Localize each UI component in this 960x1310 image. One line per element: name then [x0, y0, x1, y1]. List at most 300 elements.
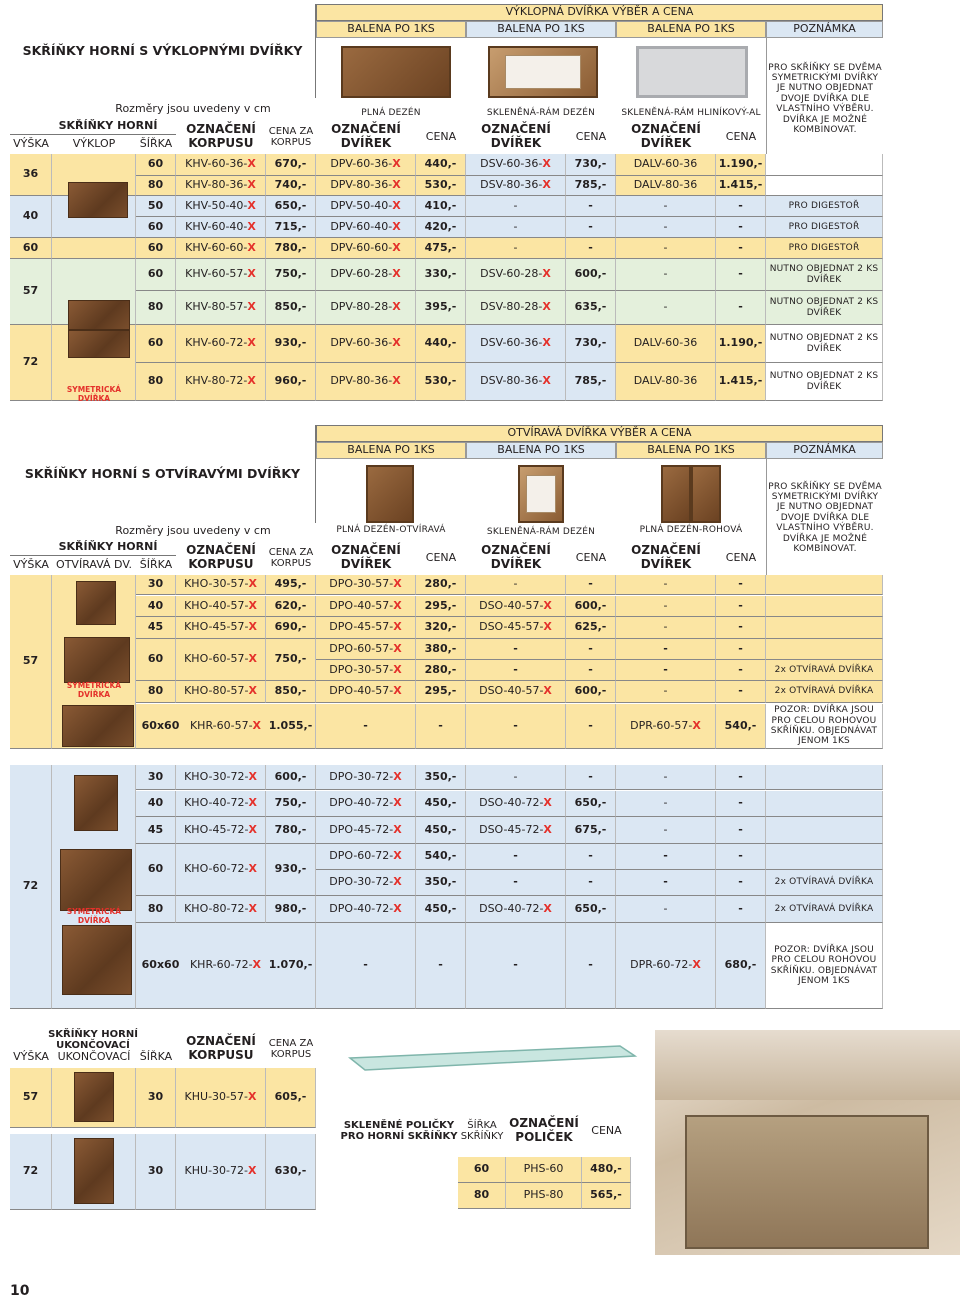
col-oznaceni-korpusu: OZNAČENÍ KORPUSU: [186, 543, 256, 571]
cell-cena-korpus-text: 780,-: [274, 240, 307, 254]
cell-vyska: [10, 765, 52, 1009]
cell-cena-text: 295,-: [424, 684, 457, 698]
cell-cena-text: 540,-: [724, 718, 757, 732]
cell-cena: [716, 596, 766, 617]
cell-cena: [416, 870, 466, 896]
cell-note-text: PRO DIGESTOŘ: [788, 200, 860, 211]
cell-dvirka-text: -: [663, 849, 668, 863]
cell-dvirka: [466, 363, 566, 401]
code-text: -: [663, 598, 668, 612]
cell-cena-korpus: [266, 217, 316, 238]
cell-cena-text: 600,-: [574, 267, 607, 281]
cell-dvirka: [616, 765, 716, 790]
cell-empty-text: -: [438, 718, 443, 732]
cell-sirka-text: 30: [147, 769, 164, 783]
cell-sirka: [136, 238, 176, 259]
cell-empty-text: -: [513, 718, 518, 732]
col-cena: CENA: [725, 129, 757, 143]
cell-dvirka: [466, 291, 566, 325]
x-mark: X: [393, 662, 402, 676]
code-text: DPO-30-57-: [329, 577, 394, 591]
cell-empty-text: -: [513, 958, 518, 972]
cell-note: [766, 196, 883, 217]
cell-cena-text: -: [588, 198, 593, 212]
cell-cena: [566, 617, 616, 639]
col-oznaceni-dvirek: OZNAČENÍ DVÍŘEK: [331, 543, 401, 571]
cell-cena-text: 530,-: [424, 178, 457, 192]
code-text: DPO-30-72-: [329, 769, 394, 783]
cell-note: [766, 291, 883, 325]
cell-sirka-text: 60: [147, 862, 164, 876]
cell-sirka-text: 60: [147, 336, 164, 350]
cell-dvirka: [616, 575, 716, 595]
col-vyklop: VÝKLOP: [72, 137, 116, 151]
cell-sirka-text: 80: [147, 901, 164, 915]
cell-empty-text: -: [588, 958, 593, 972]
symetricka-label: [52, 680, 136, 699]
code-text: -: [513, 240, 518, 254]
cell-cena-text: 1.190,-: [718, 336, 763, 350]
cell-note: [766, 617, 883, 639]
cell-cena: [566, 896, 616, 923]
cell-cena: [566, 791, 616, 817]
balena-label: BALENA PO 1KS: [647, 443, 735, 457]
cell-note: [766, 844, 883, 870]
cell-dvirka: [616, 196, 716, 217]
cell-cena: [416, 259, 466, 291]
cell-dvirka: [466, 196, 566, 217]
cell-dvirka: [316, 765, 416, 790]
cell-cena-text: -: [588, 875, 593, 889]
cell-cena: [716, 923, 766, 1009]
x-mark: X: [393, 822, 402, 836]
dims-note: Rozměry jsou uvedeny v cm: [115, 523, 271, 537]
code-text: DSO-40-72-: [479, 796, 544, 810]
code-text: KHV-60-72-: [185, 336, 248, 350]
cell-cena: [716, 363, 766, 401]
cell-vyska: [10, 1068, 52, 1128]
x-mark: X: [392, 198, 401, 212]
cell-sirka-text: 30: [147, 1090, 164, 1104]
cell-cena-text: 625,-: [574, 620, 607, 634]
cell-dvirka: [316, 291, 416, 325]
cell-dvirka-text: -: [513, 662, 518, 676]
cell-dvirka-text: -: [663, 662, 668, 676]
cell-note-text: 2x OTVÍRAVÁ DVÍŘKA: [774, 686, 874, 697]
x-mark: X: [248, 620, 257, 634]
cell-cena-korpus: [266, 176, 316, 196]
col-oznaceni-korpusu: OZNAČENÍ KORPUSU: [186, 122, 256, 150]
cell-dvirka-text: -: [663, 641, 668, 655]
cell-dvirka: [316, 596, 416, 617]
x-mark: X: [542, 157, 551, 171]
cell-dvirka: [616, 176, 716, 196]
section3-title: SKŘÍŇKY HORNÍ UKONČOVACÍ: [48, 1028, 138, 1051]
cell-sirka: [136, 923, 186, 1009]
x-mark: X: [248, 684, 257, 698]
col-sirka: ŠÍŘKA: [139, 558, 173, 572]
code-text: -: [513, 577, 518, 591]
cell-dvirka: [316, 217, 416, 238]
cell-korpus: [184, 704, 268, 749]
cell-cena-text: 450,-: [424, 822, 457, 836]
cell-note: [766, 363, 883, 401]
code-text: -: [663, 198, 668, 212]
poznamka-label: POZNÁMKA: [793, 22, 856, 36]
cell-dvirka: [616, 325, 716, 363]
code-text: -: [663, 796, 668, 810]
code-text: DPV-60-28-: [330, 267, 393, 281]
cell-cena: [566, 259, 616, 291]
cell-cena-korpus-text: 850,-: [274, 300, 307, 314]
code-text: KHO-30-72-: [184, 769, 249, 783]
cell-note: [766, 154, 883, 176]
x-mark: X: [248, 796, 257, 810]
cell-sirka: [136, 791, 176, 817]
cell-dvirka: [466, 217, 566, 238]
cell-cena: [566, 363, 616, 401]
code-text: DPV-60-36-: [330, 336, 393, 350]
cell-vyska-text: 72: [22, 1164, 39, 1178]
code-text: -: [663, 577, 668, 591]
x-mark: X: [543, 796, 552, 810]
cell-note: [766, 639, 883, 660]
cell-cena-text: 1.415,-: [718, 374, 763, 388]
x-mark: X: [247, 178, 256, 192]
skrinky-horni-label: SKŘÍŇKY HORNÍ: [58, 539, 158, 553]
cell-sirka-text: 60: [147, 267, 164, 281]
cell-korpus: [176, 1134, 266, 1210]
cabinet-ukoncovaci-image: [74, 1138, 114, 1204]
cell-cena-text: 785,-: [574, 178, 607, 192]
door-type-label: PLNÁ DEZÉN-ROHOVÁ: [639, 524, 743, 535]
cell-dvirka: [616, 639, 716, 660]
page-number: 10: [10, 1283, 30, 1299]
cell-vyska-text: 72: [22, 355, 39, 369]
cell-cena-text: 635,-: [574, 300, 607, 314]
cell-cena-korpus-text: 670,-: [274, 157, 307, 171]
cabinet-ukoncovaci-image: [74, 1072, 114, 1122]
cell-sirka: [136, 325, 176, 363]
cell-note: [766, 765, 883, 790]
x-mark: X: [543, 598, 552, 612]
cell-cena: [416, 681, 466, 703]
cell-cena-korpus-text: 780,-: [274, 822, 307, 836]
cell-cena: [416, 791, 466, 817]
cell-dvirka: [466, 681, 566, 703]
poznamka-label: POZNÁMKA: [793, 443, 856, 457]
cell-cena-text: -: [738, 849, 743, 863]
cell-cena-korpus-text: 715,-: [274, 219, 307, 233]
table-vyklopne: [10, 4, 883, 401]
x-mark: X: [393, 598, 402, 612]
cell-cena-korpus-text: 495,-: [274, 577, 307, 591]
cell-cena: [566, 196, 616, 217]
code-text: -: [663, 901, 668, 915]
cell-dvirka: [616, 817, 716, 844]
cell-sirka: [136, 844, 176, 896]
cell-empty-text: -: [363, 718, 368, 732]
header-note: PRO SKŘÍŇKY SE DVĚMA SYMETRICKÝMI DVÍŘKY JE NUTNO OBJEDNAT DVOJE DVÍŘKA DLE VLASTNÍHO VÝBĚRU. DVÍŘKA JE MOŽNÉ KOMBINOVAT.: [768, 481, 882, 554]
cell-cena-text: 440,-: [424, 336, 457, 350]
cell-cena-korpus-text: 605,-: [274, 1090, 307, 1104]
x-mark: X: [543, 684, 552, 698]
cell-vyska: [10, 154, 52, 196]
cell-note-text: PRO DIGESTOŘ: [788, 221, 860, 232]
cell-cena: [416, 291, 466, 325]
cell-korpus: [184, 923, 268, 1009]
code-text: KHO-30-57-: [184, 577, 249, 591]
cell-dvirka: [316, 617, 416, 639]
cell-vyska: [10, 259, 52, 325]
code-text: DPR-60-72-: [630, 958, 693, 972]
code-text: KHO-40-72-: [184, 796, 249, 810]
col-oznaceni-dvirek: OZNAČENÍ DVÍŘEK: [631, 122, 701, 150]
cell-note-text: POZOR: DVÍŘKA JSOU PRO CELOU ROHOVOU SKŘÍŇKU. OBJEDNÁVAT JENOM 1KS: [770, 944, 878, 986]
cell-cena-text: -: [588, 219, 593, 233]
cell-cena-text: 480,-: [590, 1162, 622, 1176]
cell-empty: [466, 923, 566, 1009]
table-otviravé: [10, 425, 883, 1009]
cell-dvirka: [316, 363, 416, 401]
cell-cena: [416, 660, 466, 681]
cell-cena-korpus: [266, 817, 316, 844]
code-text: KHV-60-60-: [185, 240, 248, 254]
cell-cena-text: -: [738, 198, 743, 212]
col-cena-korpus: CENA ZA KORPUS: [268, 125, 314, 148]
cell-cena-korpus: [266, 575, 316, 595]
door-glass-image: [488, 46, 598, 98]
cell-cena: [416, 154, 466, 176]
cell-sirka-text: 40: [147, 598, 164, 612]
code-text: KHU-30-72-: [184, 1164, 248, 1178]
code-text: -: [663, 822, 668, 836]
x-mark: X: [248, 769, 257, 783]
cell-cena-text: -: [588, 769, 593, 783]
cell-cena-korpus: [266, 291, 316, 325]
cell-dvirka: [466, 765, 566, 790]
code-text: DPV-60-60-: [330, 240, 393, 254]
col-sirka: ŠÍŘKA: [139, 1049, 173, 1063]
code-text: KHO-80-72-: [184, 901, 249, 915]
x-mark: X: [392, 240, 401, 254]
cell-dvirka: [616, 596, 716, 617]
cell-sirka: [136, 154, 176, 176]
cell-cena: [566, 817, 616, 844]
code-text: KHO-60-72-: [184, 862, 249, 876]
cell-cena: [566, 291, 616, 325]
x-mark: X: [248, 822, 257, 836]
cell-note-text: NUTNO OBJEDNAT 2 KS DVÍŘEK: [769, 264, 879, 285]
code-text: DPO-45-72-: [329, 822, 394, 836]
code-text: -: [513, 769, 518, 783]
door-plna-image: [341, 46, 451, 98]
door-alu-image: [636, 46, 748, 98]
cell-cena-korpus-text: 620,-: [274, 598, 307, 612]
x-mark: X: [543, 901, 552, 915]
x-mark: X: [393, 641, 402, 655]
col-ukoncovaci: UKONČOVACÍ: [57, 1049, 131, 1063]
section1-title: SKŘÍŇKY HORNÍ S VÝKLOPNÝMI DVÍŘKY: [22, 42, 303, 58]
symetricka-label: [52, 906, 136, 925]
cell-cena-korpus: [266, 896, 316, 923]
door-plna-otvirava-image: [366, 465, 414, 523]
cell-vyska-text: 57: [22, 654, 39, 668]
x-mark: X: [247, 219, 256, 233]
cell-sirka-text: 60: [147, 219, 164, 233]
code-text: -: [663, 240, 668, 254]
cell-cena: [566, 238, 616, 259]
cell-dvirka: [616, 844, 716, 870]
x-mark: X: [692, 958, 701, 972]
cell-cena: [716, 817, 766, 844]
x-mark: X: [393, 875, 402, 889]
symetricka-label: [52, 384, 136, 403]
cell-cena: [582, 1157, 631, 1183]
cell-dvirka: [316, 238, 416, 259]
cell-cena-text: 530,-: [424, 374, 457, 388]
cell-cena-text: 540,-: [424, 849, 457, 863]
cell-cena-text: 1.190,-: [718, 157, 763, 171]
x-mark: X: [393, 769, 402, 783]
cell-cena-text: 450,-: [424, 901, 457, 915]
cell-cena-text: 380,-: [424, 641, 457, 655]
cell-note: [766, 791, 883, 817]
cell-korpus: [176, 596, 266, 617]
cabinet-vyklop-image: [68, 300, 130, 330]
cabinet-rohovy-image: [62, 925, 132, 995]
code-text: KHR-60-57-: [189, 718, 253, 732]
cell-sirka-text: 30: [147, 1164, 164, 1178]
cell-cena-korpus: [266, 325, 316, 363]
cell-cena-korpus: [266, 1134, 316, 1210]
cell-cena-korpus-text: 930,-: [274, 336, 307, 350]
x-mark: X: [542, 374, 551, 388]
code-text: DSV-60-28-: [480, 267, 543, 281]
door-type-label: SKLENĚNÁ-RÁM HLINÍKOVÝ-AL: [621, 107, 761, 118]
cell-cena-text: 395,-: [424, 300, 457, 314]
cell-cena-text: 475,-: [424, 240, 457, 254]
cell-cena-text: -: [588, 641, 593, 655]
cell-cena: [566, 575, 616, 595]
cell-korpus: [176, 896, 266, 923]
cell-dvirka: [466, 844, 566, 870]
cell-dvirka: [616, 291, 716, 325]
cell-korpus: [176, 154, 266, 176]
code-text: DSV-60-36-: [480, 157, 543, 171]
cell-oznaceni-text: PHS-60: [523, 1162, 564, 1176]
cell-dvirka: [466, 791, 566, 817]
cell-sirka-text: 60x60: [141, 958, 180, 972]
cell-cena-text: 730,-: [574, 157, 607, 171]
cell-sirka-text: 60: [147, 240, 164, 254]
code-text: DPO-40-57-: [329, 598, 394, 612]
cell-cena-korpus: [266, 704, 316, 749]
cell-cena-text: 730,-: [574, 336, 607, 350]
cell-cena-text: -: [738, 267, 743, 281]
cell-cena: [716, 639, 766, 660]
cell-korpus: [176, 238, 266, 259]
cell-cena-korpus: [266, 681, 316, 703]
cell-korpus: [176, 291, 266, 325]
cell-cena-text: 295,-: [424, 598, 457, 612]
x-mark: X: [392, 219, 401, 233]
cell-note-text: 2x OTVÍRAVÁ DVÍŘKA: [774, 903, 874, 914]
cell-korpus: [176, 1068, 266, 1128]
cell-cena: [716, 704, 766, 749]
x-mark: X: [393, 684, 402, 698]
cell-sirka: [136, 596, 176, 617]
x-mark: X: [542, 300, 551, 314]
code-text: DPV-50-40-: [330, 198, 393, 212]
cell-cena-text: -: [588, 240, 593, 254]
x-mark: X: [542, 336, 551, 350]
dims-note: Rozměry jsou uvedeny v cm: [115, 101, 271, 115]
code-text: KHV-80-57-: [185, 300, 248, 314]
x-mark: X: [692, 718, 701, 732]
cell-cena-text: 675,-: [574, 822, 607, 836]
code-text: KHR-60-72-: [189, 958, 253, 972]
col-cena-korpus: CENA ZA KORPUS: [268, 1037, 314, 1060]
x-mark: X: [247, 1164, 257, 1178]
cell-vyska: [10, 196, 52, 238]
code-text: DPV-80-36-: [330, 374, 393, 388]
cell-note: [766, 575, 883, 595]
cell-sirka: [136, 176, 176, 196]
cell-dvirka: [466, 154, 566, 176]
cell-dvirka-text: -: [513, 641, 518, 655]
col-oznaceni-dvirek: OZNAČENÍ DVÍŘEK: [631, 543, 701, 571]
cell-dvirka: [466, 896, 566, 923]
cell-korpus: [176, 817, 266, 844]
code-text: DSO-45-57-: [479, 620, 544, 634]
x-mark: X: [247, 267, 256, 281]
cell-cena-text: -: [738, 769, 743, 783]
cell-cena-korpus: [266, 238, 316, 259]
x-mark: X: [392, 157, 401, 171]
cell-note-text: 2x OTVÍRAVÁ DVÍŘKA: [774, 664, 874, 675]
cell-cena: [716, 575, 766, 595]
door-type-label: SKLENĚNÁ-RÁM DEZÉN: [486, 107, 596, 118]
cell-note: [766, 660, 883, 681]
cell-cena: [716, 259, 766, 291]
cabinet-vyklop-image: [68, 182, 128, 218]
balena-label: BALENA PO 1KS: [647, 22, 735, 36]
shelves-title: SKLENĚNÉ POLIČKY PRO HORNÍ SKŘÍŇKY: [340, 1119, 458, 1142]
code-text: -: [663, 219, 668, 233]
cell-sirka-text: 45: [147, 620, 164, 634]
cell-sirka-text: 80: [147, 684, 164, 698]
cell-cena: [416, 617, 466, 639]
code-text: DALV-80-36: [633, 178, 698, 192]
cell-sirka: [136, 765, 176, 790]
cabinet-otviravy-image: [60, 849, 132, 911]
code-text: DPV-80-36-: [330, 178, 393, 192]
col-vyska: VÝŠKA: [13, 558, 49, 572]
col-oznaceni-dvirek: OZNAČENÍ DVÍŘEK: [481, 122, 551, 150]
cell-cena: [716, 196, 766, 217]
cell-cena: [716, 238, 766, 259]
cell-sirka-text: 80: [147, 374, 164, 388]
cell-cena-korpus-text: 930,-: [274, 862, 307, 876]
cell-vyska-text: 36: [22, 167, 39, 181]
cell-dvirka: [466, 870, 566, 896]
code-text: KHU-30-57-: [184, 1090, 248, 1104]
x-mark: X: [542, 178, 551, 192]
cell-sirka: [136, 896, 176, 923]
cell-korpus: [176, 765, 266, 790]
code-text: DPV-80-28-: [330, 300, 393, 314]
